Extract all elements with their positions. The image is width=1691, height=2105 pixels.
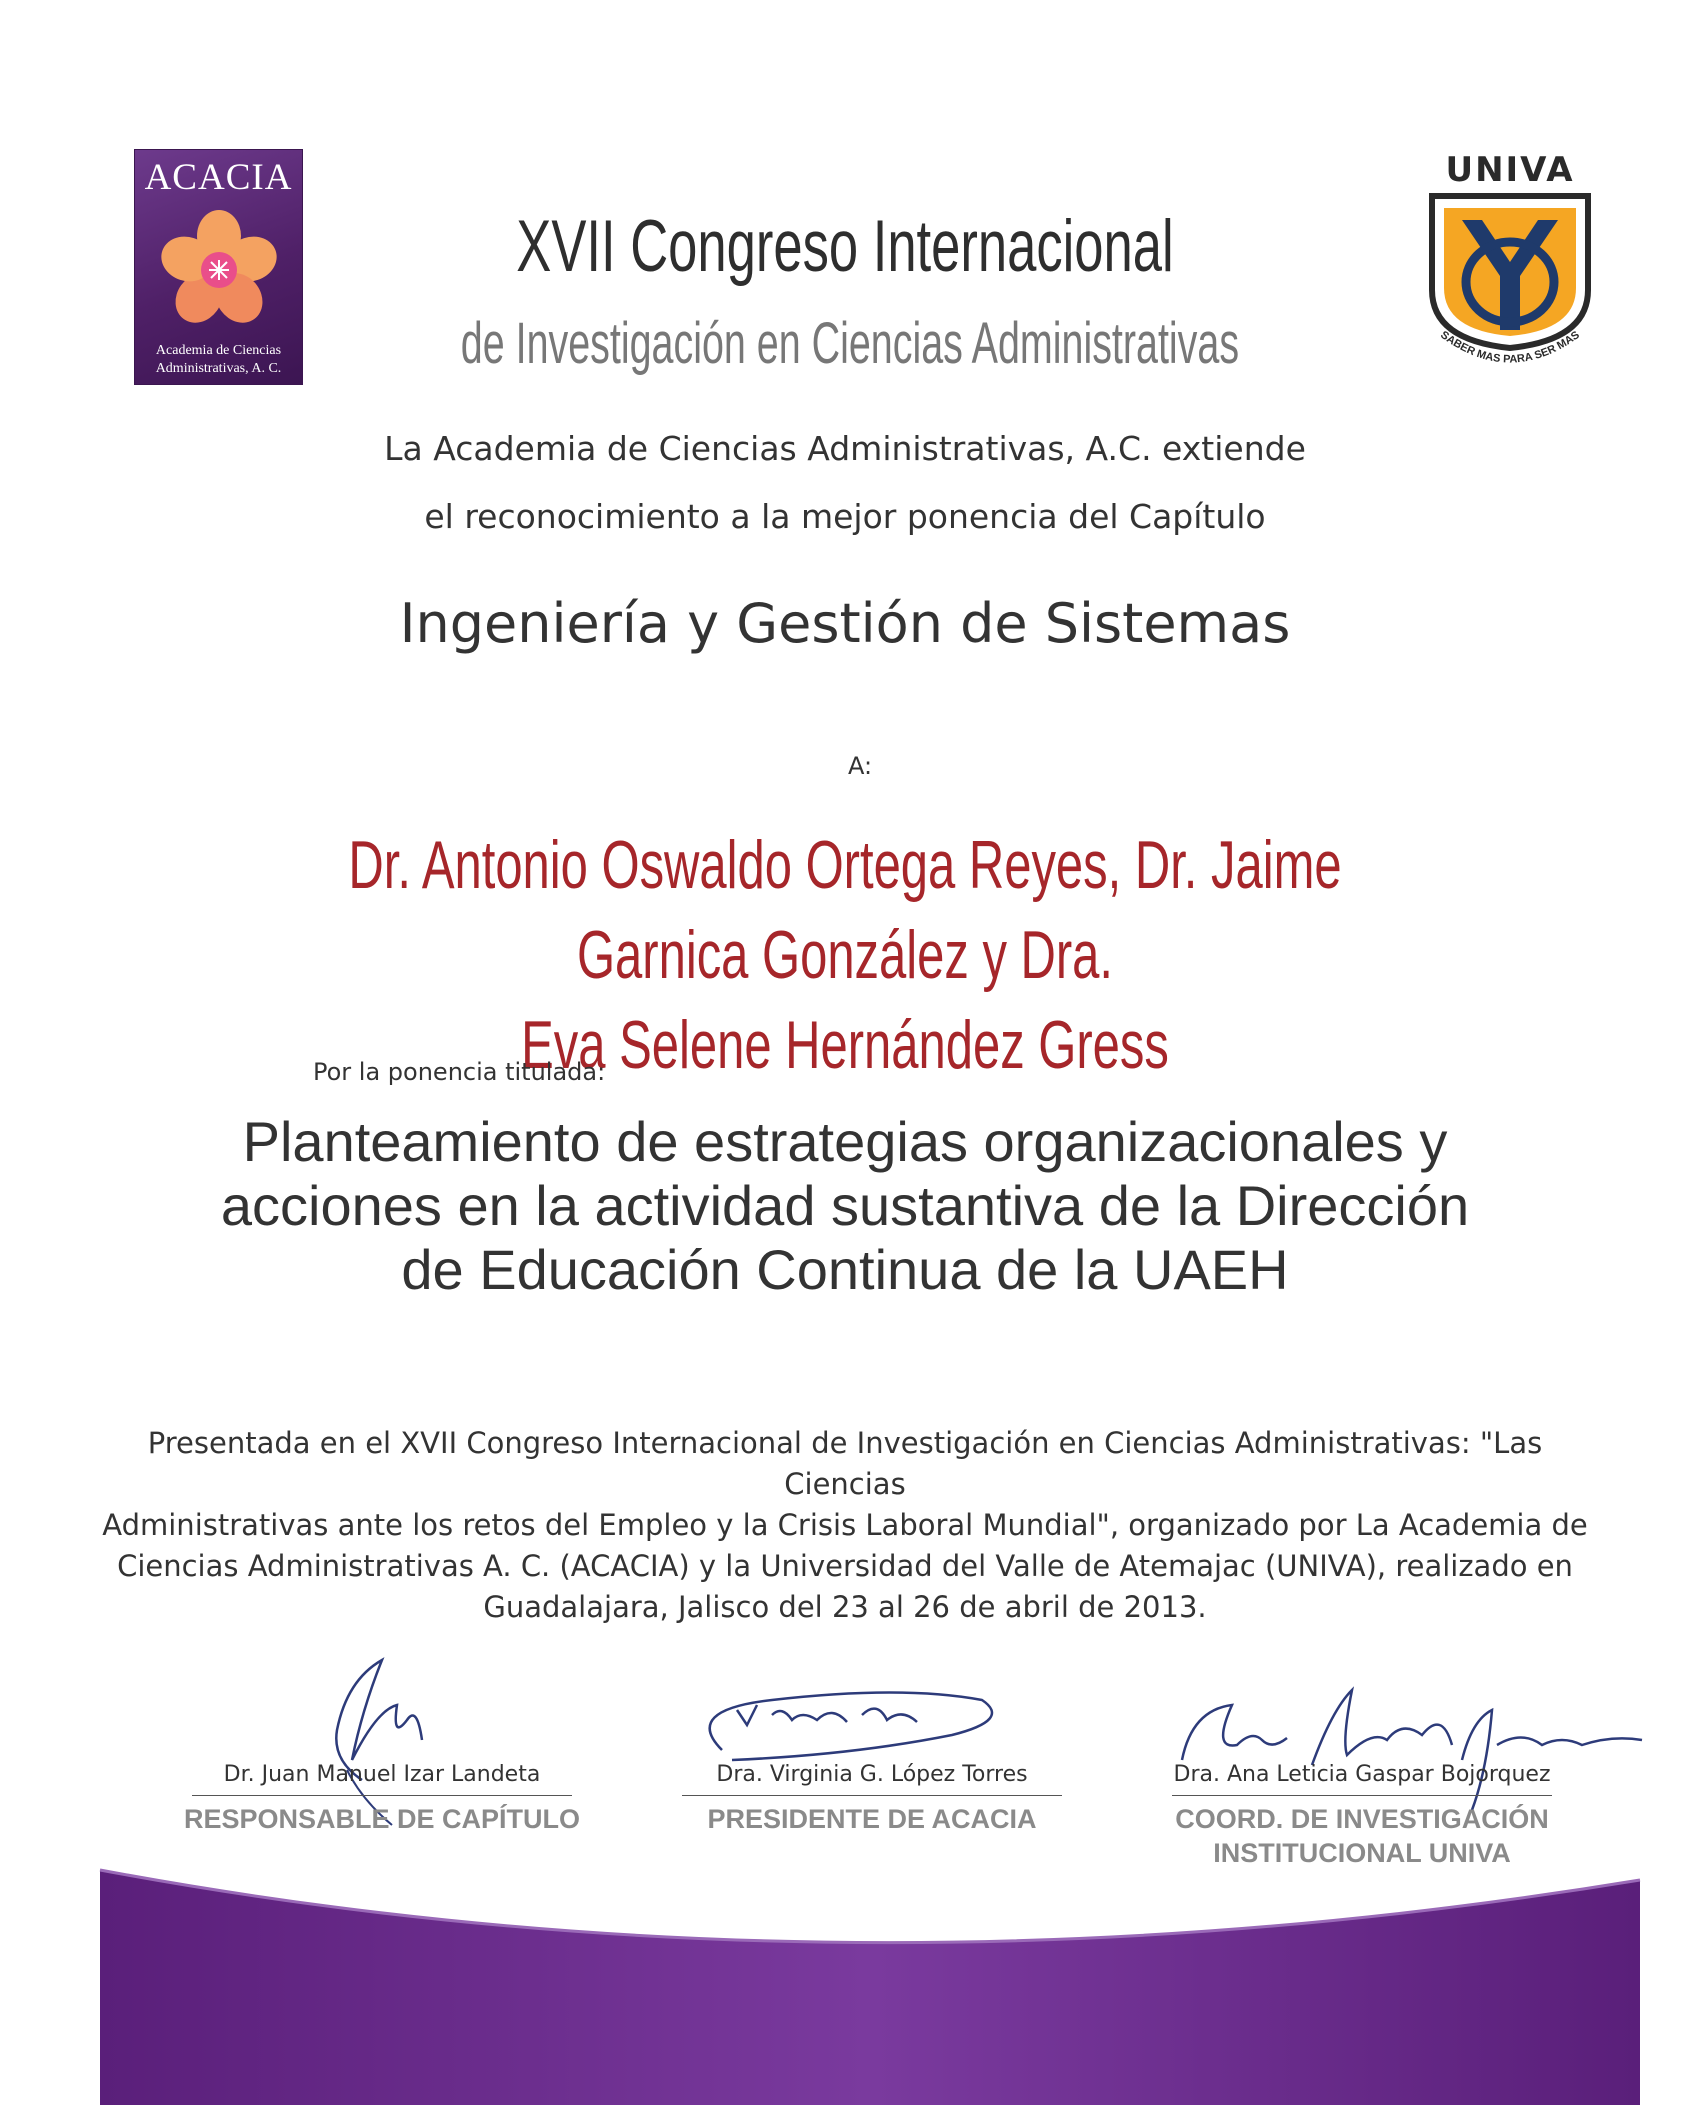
signatory-name-1: Dr. Juan Manuel Izar Landeta [223,1762,541,1787]
intro-line-1: La Academia de Ciencias Administrativas, A.C. extiende [384,429,1306,468]
signature-line-1 [192,1795,572,1796]
univa-motto: SABER MAS PARA SER MAS [1438,328,1582,366]
recipients-line-2: Eva Selene Hernández Gress [521,1007,1169,1083]
signature-line-3 [1172,1795,1552,1796]
presented-line-4: Guadalajara, Jalisco del 23 al 26 de abril de 2013. [483,1590,1207,1624]
chapter-name: Ingeniería y Gestión de Sistemas [399,592,1291,655]
intro-line-2: el reconocimiento a la mejor ponencia del Capítulo [424,497,1266,536]
signatory-role-3-line-1: COORD. DE INVESTIGACIÓN [1175,1804,1549,1834]
congress-title: XVII Congreso Internacional [516,206,1174,287]
paper-title [130,1110,1560,1302]
presented-text [100,1423,1590,1628]
acacia-flower-icon [135,208,304,338]
paper-label: Por la ponencia titulada: [313,1058,606,1086]
signature-line-2 [682,1795,1062,1796]
paper-title-line-2: acciones en la actividad sustantiva de la Dirección [220,1174,1470,1237]
acacia-logo [134,149,303,385]
univa-logo [1420,150,1600,390]
signatory-name-3: Dra. Ana Leticia Gaspar Bojorquez [1173,1762,1551,1787]
acacia-logo-subtitle-2: Administrativas, A. C. [155,361,282,376]
univa-logo-name: UNIVA [1445,150,1575,190]
signatory-role-2-line-1: PRESIDENTE DE ACACIA [707,1804,1037,1834]
univa-shield-icon [1420,190,1600,390]
to-label: A: [847,752,873,780]
signatory-role-2 [652,1802,1092,1836]
acacia-logo-name: ACACIA [144,157,293,198]
signatory-name-2: Dra. Virginia G. López Torres [716,1762,1028,1787]
paper-title-line-3: de Educación Continua de la UAEH [401,1238,1289,1301]
presented-line-2: Administrativas ante los retos del Empleo y la Crisis Laboral Mundial", organizado por La Academia de [102,1508,1588,1542]
paper-title-line-1: Planteamiento de estrategias organizacionales y [242,1110,1448,1173]
decorative-purple-band [0,1840,1691,2105]
recipients [330,820,1360,1090]
signatory-role-1-line-1: RESPONSABLE DE CAPÍTULO [183,1804,581,1834]
presented-line-3: Ciencias Administrativas A. C. (ACACIA) y la Universidad del Valle de Atemajac (UNIVA), realizado en [117,1549,1573,1583]
presented-line-1: Presentada en el XVII Congreso Internacional de Investigación en Ciencias Administrativas: "Las Ciencias [147,1426,1543,1501]
acacia-logo-subtitle-1: Academia de Ciencias [155,343,282,358]
signatory-role-3-line-2: INSTITUCIONAL UNIVA [1213,1838,1511,1868]
intro-text [200,415,1490,551]
signatory-role-1 [162,1802,602,1836]
congress-subtitle: de Investigación en Ciencias Administrativas [460,311,1240,376]
recipients-line-1: Dr. Antonio Oswaldo Ortega Reyes, Dr. Jaime Garnica González y Dra. [348,827,1342,993]
